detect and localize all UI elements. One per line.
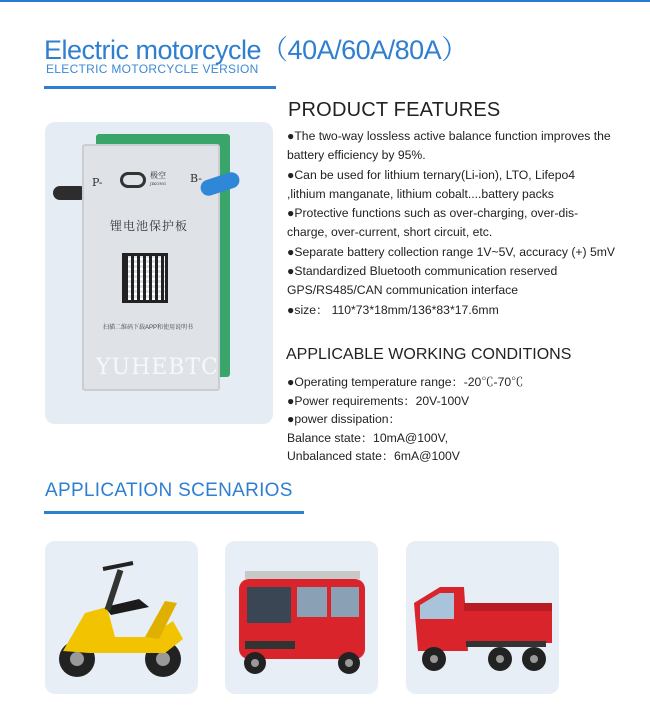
brand-en: JIKONG [150,181,167,186]
title-underline [44,86,276,89]
feature-item: ●The two-way lossless active balance function improves the battery efficiency by 95%. [287,129,611,163]
condition-item: ●power dissipation： [287,412,401,426]
features-heading: PRODUCT FEATURES [288,99,501,121]
top-accent-line [0,0,650,2]
qr-code-icon [122,253,168,303]
enclosed-tricycle-image [225,541,378,694]
board-title: 锂电池保护板 [110,219,189,233]
feature-item: ●Can be used for lithium ternary(Li-ion), LTO, Lifepo4 ,lithium manganate, lithium cobalt....battery packs [287,167,576,201]
page-title: Electric motorcycle（40A/60A/80A） [44,35,468,65]
brand-cn: 极空 [150,171,166,180]
condition-item: Balance state：10mA@100V, [287,430,448,445]
feature-item: ●Separate battery collection range 1V~5V, accuracy (+) 5mV [287,244,616,259]
b-minus-label: B- [190,172,203,185]
feature-item: ●Protective functions such as over-charging, over-dis-charge, over-current, short circuit, etc. [287,206,579,240]
applications-underline [44,511,304,514]
scooter-image [45,541,198,694]
condition-item: Unbalanced state：6mA@100V [287,449,460,463]
p-minus-label: P- [92,176,103,189]
conditions-heading: APPLICABLE WORKING CONDITIONS [286,346,572,363]
applications-heading: APPLICATION SCENARIOS [45,480,293,501]
brand-logo-icon [120,172,146,188]
page-subtitle: ELECTRIC MOTORCYCLE VERSION [46,62,259,76]
features-list [287,127,617,320]
conditions-list [287,373,617,466]
condition-item: ●Power requirements：20V-100V [287,393,470,408]
feature-item: ●size： 110*73*18mm/136*83*17.6mm [287,302,499,317]
scan-instruction: 扫描二维码下载APP和使用说明书 [103,325,194,331]
feature-item: ●Standardized Bluetooth communication reserved GPS/RS485/CAN communication interface [287,264,558,298]
watermark: YUHEBTC [96,355,219,380]
cargo-tricycle-image [406,541,559,694]
condition-item: ●Operating temperature range：-20℃-70℃ [287,375,524,389]
